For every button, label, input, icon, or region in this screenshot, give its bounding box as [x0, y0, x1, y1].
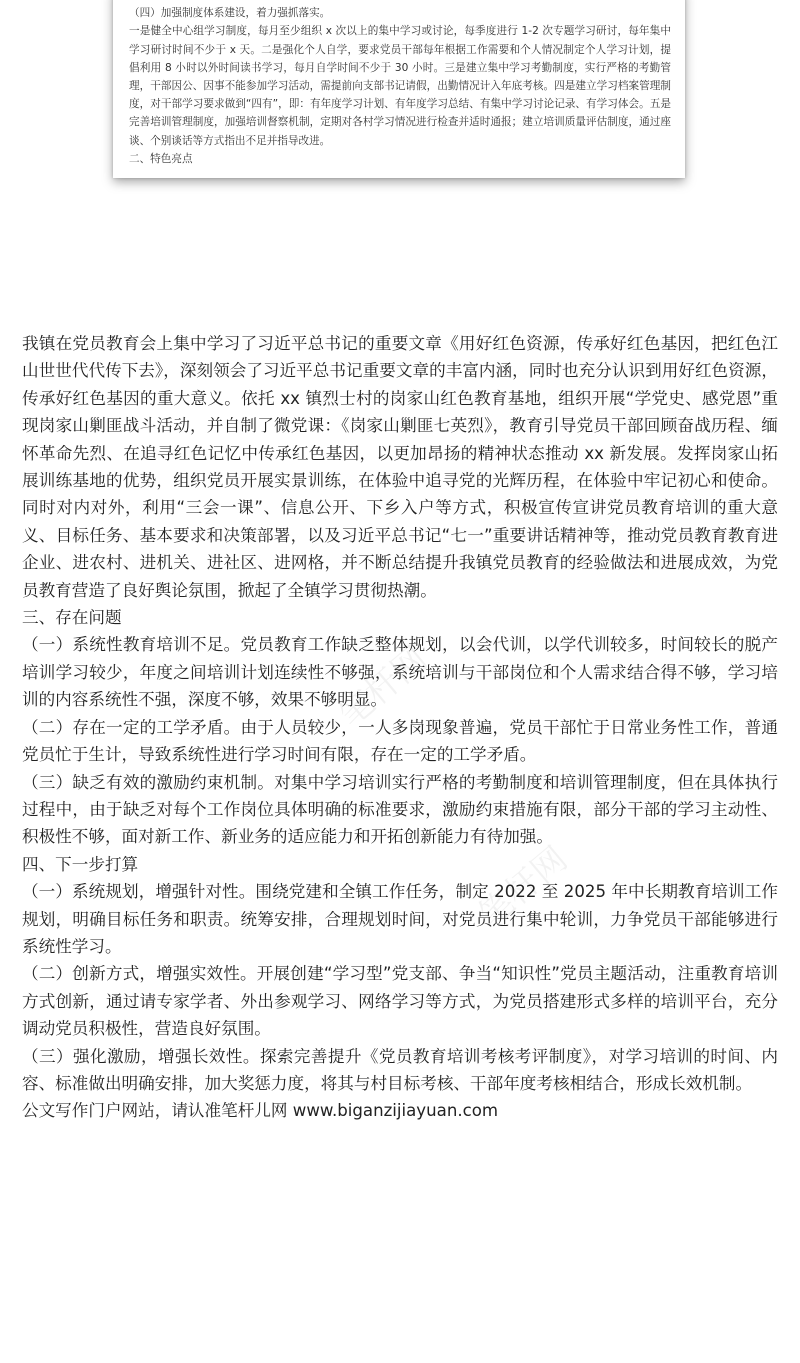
paragraph-problem-3: （三）缺乏有效的激励约束机制。对集中学习培训实行严格的考勤制度和培训管理制度，但在具体执行过程中，由于缺乏对每个工作岗位具体明确的标准要求，激励约束措施有限，部分干部的学习主动性、积极性不够，面对新工作、新业务的适应能力和开拓创新能力有待加强。 [22, 772, 778, 847]
preview-paragraph: 一是健全中心组学习制度，每月至少组织 x 次以上的集中学习或讨论，每季度进行 1-2 次专题学习研讨，每年集中学习研讨时间不少于 x 天。二是强化个人自学，要求党员干部每年根据工作需要和个人情况制定个人学习计划，提倡利用 8 小时以外时间读书学习，每月自学时间不少于 30 小时。三是建立集中学习考勤制度，实行严格的考勤管理，干部因公、因事不能参加学习活动，需提前向支部书记请假，出勤情况计入年底考核。四是建立学习档案管理制度，对干部学习要求做到“四有”，即：有年度学习计划、有年度学习总结、有集中学习讨论记录、有学习体会。五是完善培训管理制度，加强培训督察机制，定期对各村学习情况进行检查并适时通报；建立培训质量评估制度，通过座谈、个别谈话等方式指出不足并指导改进。 [129, 25, 671, 147]
section-heading-problems: 三、存在问题 [22, 608, 122, 628]
document-body [22, 330, 778, 1125]
watermark: 笔杆网 [471, 839, 576, 936]
paragraph-plan-1: （一）系统规划，增强针对性。围绕党建和全镇工作任务，制定 2022 至 2025 年中长期教育培训工作规划，明确目标任务和职责。统筹安排，合理规划时间，对党员进行集中轮训，力争党员干部能够进行系统性学习。 [22, 882, 778, 956]
paragraph-problem-1: （一）系统性教育培训不足。党员教育工作缺乏整体规划，以会代训，以学代训较多，时间较长的脱产培训学习较少，年度之间培训计划连续性不够强，系统培训与干部岗位和个人需求结合得不够，学习培训的内容系统性不强，深度不够，效果不够明显。 [22, 635, 778, 710]
preview-text [129, 4, 671, 168]
paragraph-plan-2: （二）创新方式，增强实效性。开展创建“学习型”党支部、争当“知识性”党员主题活动，注重教育培训方式创新，通过请专家学者、外出参观学习、网络学习等方式，为党员搭建形式多样的培训平台，充分调动党员积极性，营造良好氛围。 [22, 964, 778, 1039]
preview-heading-partial: （四）加强制度体系建设，着力强抓落实。 [129, 7, 331, 20]
paragraph-highlights: 我镇在党员教育会上集中学习了习近平总书记的重要文章《用好红色资源，传承好红色基因，把红色江山世世代代传下去》，深刻领会了习近平总书记重要文章的丰富内涵，同时也充分认识到用好红色资源，传承好红色基因的重大意义。依托 xx 镇烈士村的岗家山红色教育基地，组织开展“学党史、感党恩”重现岗家山剿匪战斗活动，并自制了微党课：《岗家山剿匪七英烈》，教育引导党员干部回顾奋战历程、缅怀革命先烈、在追寻红色记忆中传承红色基因，以更加昂扬的精神状态推动 xx 新发展。发挥岗家山拓展训练基地的优势，组织党员开展实景训练，在体验中追寻党的光辉历程，在体验中牢记初心和使命。同时对内对外，利用“三会一课”、信息公开、下乡入户等方式，积极宣传宣讲党员教育培训的重大意义、目标任务、基本要求和决策部署，以及习近平总书记“七一”重要讲话精神等，推动党员教育教育进企业、进农村、进机关、进社区、进网格，并不断总结提升我镇党员教育的经验做法和进展成效，为党员教育营造了良好舆论氛围，掀起了全镇学习贯彻热潮。 [22, 334, 778, 600]
section-heading-next-steps: 四、下一步打算 [22, 854, 139, 874]
document-preview-card [113, 0, 685, 178]
paragraph-problem-2: （二）存在一定的工学矛盾。由于人员较少，一人多岗现象普遍，党员干部忙于日常业务性工作，普通党员忙于生计，导致系统性进行学习时间有限，存在一定的工学矛盾。 [22, 717, 778, 765]
source-footer: 公文写作门户网站，请认准笔杆儿网 www.biganzijiayuan.com [22, 1101, 499, 1121]
preview-section-heading: 二、特色亮点 [129, 152, 193, 165]
watermark: 笔杆网 [331, 639, 436, 736]
paragraph-plan-3: （三）强化激励，增强长效性。探索完善提升《党员教育培训考核考评制度》，对学习培训的时间、内容、标准做出明确安排，加大奖惩力度，将其与村目标考核、干部年度考核相结合，形成长效机制。 [22, 1046, 778, 1093]
